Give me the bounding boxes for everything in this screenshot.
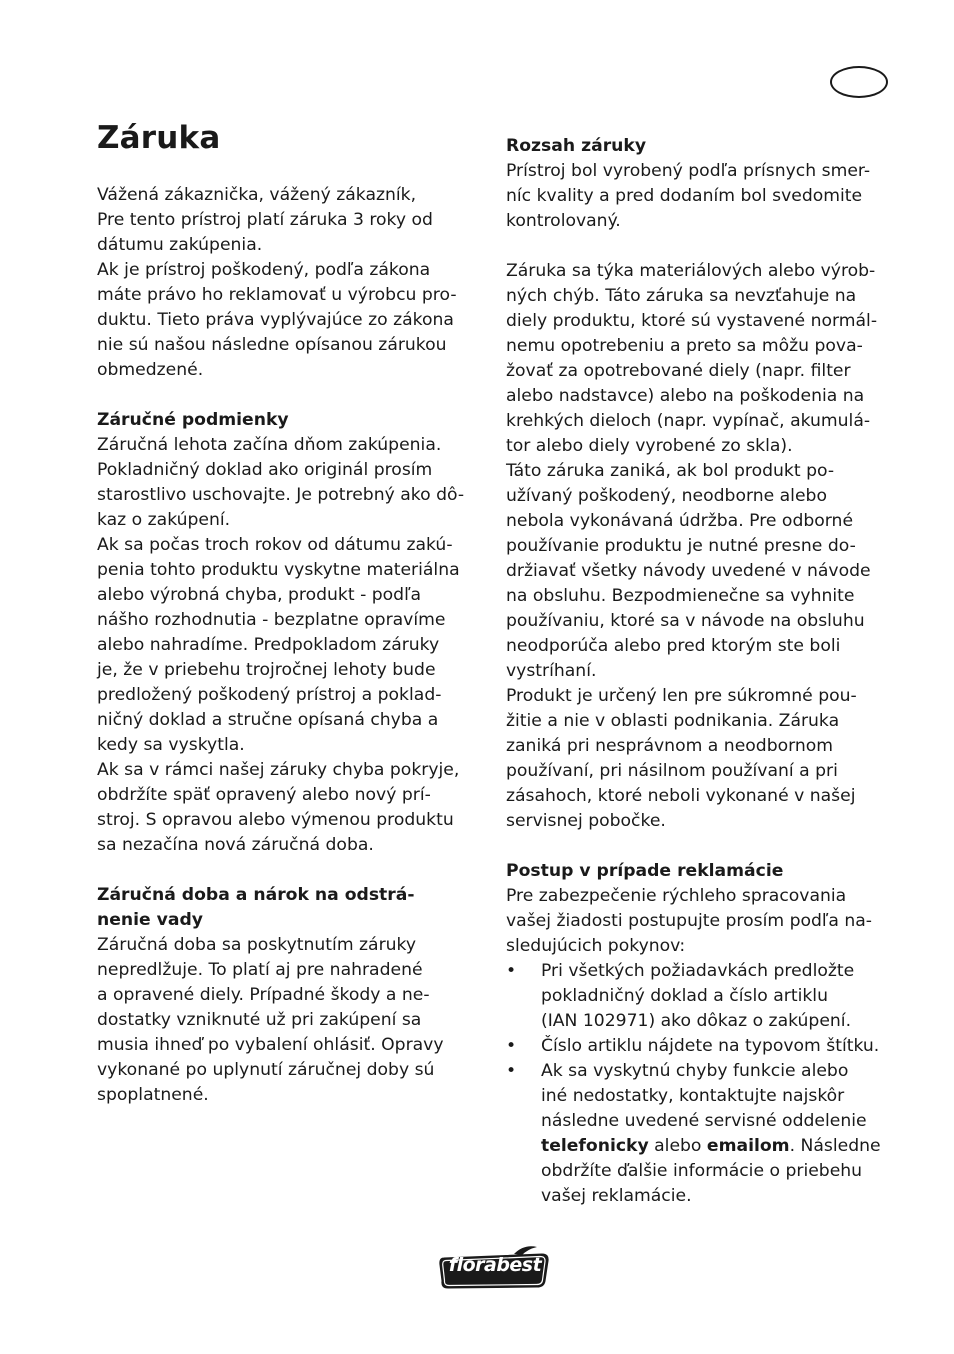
bullet-icon: • (506, 1061, 517, 1081)
text-line: vystríhaní. (506, 661, 597, 681)
text-line: Pre tento prístroj platí záruka 3 roky od (97, 210, 433, 230)
list-item (506, 1059, 891, 1209)
text-line: používanie produktu je nutné presne do- (506, 536, 856, 556)
text-line: Táto záruka zaniká, ak bol produkt po- (506, 461, 835, 481)
spacer (97, 858, 482, 883)
text-line: diely produktu, ktoré sú vystavené normál- (506, 311, 878, 331)
spacer (506, 234, 891, 259)
spacer (506, 834, 891, 859)
claim-intro-paragraph (506, 884, 891, 959)
period-paragraph (97, 933, 482, 1108)
text-line: alebo nahradíme. Predpokladom záruky (97, 635, 440, 655)
text-line: ničný doklad a stručne opísaná chyba a (97, 710, 439, 730)
conditions-paragraph (97, 433, 482, 858)
text-line: duktu. Tieto práva vyplývajúce zo zákona (97, 310, 454, 330)
heading-text: nenie vady (97, 910, 203, 930)
text-line: obdržíte ďalšie informácie o priebehu (541, 1161, 863, 1181)
text-line: užívaný poškodený, neodborne alebo (506, 486, 827, 506)
text-line: nemu opotrebeniu a preto sa môžu pova- (506, 336, 863, 356)
text-line: držiavať všetky návody uvedené v návode (506, 561, 871, 581)
text-line: (IAN 102971) ako dôkaz o zakúpení. (541, 1011, 852, 1031)
text-line: kaz o zakúpení. (97, 510, 231, 530)
text-line: a opravené diely. Prípadné škody a ne- (97, 985, 430, 1005)
text-line: je, že v priebehu trojročnej lehoty bude (97, 660, 436, 680)
text-line: Prístroj bol vyrobený podľa prísnych smer- (506, 161, 871, 181)
text-line: vašej žiadosti postupujte prosím podľa na- (506, 911, 872, 931)
text-line: alebo výrobná chyba, produkt - podľa (97, 585, 422, 605)
text-line: alebo nadstavce) alebo na poškodenia na (506, 386, 865, 406)
text-line: Ak sa počas troch rokov od dátumu zakú- (97, 535, 453, 555)
text-line: Pri všetkých požiadavkách predložte (541, 961, 855, 981)
text-line: nie sú našou následne opísanou zárukou (97, 335, 447, 355)
text-line: predložený poškodený prístroj a poklad- (97, 685, 442, 705)
text-line: Pre zabezpečenie rýchleho spracovania (506, 886, 847, 906)
text-line: neodporúča alebo pred ktorým ste boli (506, 636, 841, 656)
list-item (506, 1034, 891, 1059)
scope-paragraph-2 (506, 259, 891, 834)
text-line: používaní, pri násilnom používaní a pri (506, 761, 838, 781)
text-line: žitie a nie v oblasti podnikania. Záruka (506, 711, 840, 731)
text-line: vašej reklamácie. (541, 1186, 692, 1206)
text-line: spoplatnené. (97, 1085, 209, 1105)
text-line: Ak sa vyskytnú chyby funkcie alebo (541, 1061, 849, 1081)
bullet-icon: • (506, 1036, 517, 1056)
text-line: starostlivo uschovajte. Je potrebný ako dô- (97, 485, 465, 505)
section-heading-scope (506, 134, 891, 159)
text-line: tor alebo diely vyrobené zo skla). (506, 436, 793, 456)
text-line: máte právo ho reklamovať u výrobcu pro- (97, 285, 457, 305)
text-line: obdržíte späť opravený alebo nový prí- (97, 785, 431, 805)
connector-text: alebo (648, 1136, 707, 1156)
trailing-text: . Následne (789, 1136, 881, 1156)
text-line: Pokladničný doklad ako originál prosím (97, 460, 433, 480)
text-line: Ak je prístroj poškodený, podľa zákona (97, 260, 431, 280)
text-line: nášho rozhodnutia - bezplatne opravíme (97, 610, 446, 630)
claim-steps-list (506, 959, 891, 1209)
heading-text: Postup v prípade reklamácie (506, 861, 784, 881)
text-line: kontrolovaný. (506, 211, 621, 231)
section-heading-period (97, 883, 482, 933)
text-line: na obsluhu. Bezpodmienečne sa vyhnite (506, 586, 855, 606)
text-line: Záručná doba sa poskytnutím záruky (97, 935, 417, 955)
text-line: Ak sa v rámci našej záruky chyba pokryje, (97, 760, 460, 780)
text-line (541, 1134, 891, 1159)
heading-text: Rozsah záruky (506, 136, 647, 156)
text-line: následne uvedené servisné oddelenie (541, 1111, 867, 1131)
text-line: servisnej pobočke. (506, 811, 666, 831)
brand-logo-text: florabest (448, 1254, 542, 1276)
text-line: sledujúcich pokynov: (506, 936, 686, 956)
text-line: sa nezačína nová záručná doba. (97, 835, 374, 855)
text-line: používaniu, ktoré sa v návode na obsluhu (506, 611, 865, 631)
text-line: iné nedostatky, kontaktujte najskôr (541, 1086, 845, 1106)
text-line: pokladničný doklad a číslo artiklu (541, 986, 828, 1006)
text-line: Číslo artiklu nájdete na typovom štítku. (541, 1036, 880, 1056)
section-heading-conditions (97, 408, 482, 433)
language-badge (830, 66, 888, 98)
intro-paragraph (97, 183, 482, 383)
text-line: krehkých dieloch (napr. vypínač, akumulá- (506, 411, 871, 431)
text-line: Záruka sa týka materiálových alebo výrob- (506, 261, 876, 281)
text-line: obmedzené. (97, 360, 204, 380)
text-line: dostatky vzniknuté už pri zakúpení sa (97, 1010, 422, 1030)
page-title: Záruka (97, 120, 221, 156)
text-line: Vážená zákaznička, vážený zákazník, (97, 185, 417, 205)
text-line: zásahoch, ktoré neboli vykonané v našej (506, 786, 856, 806)
section-heading-claim (506, 859, 891, 884)
heading-text: Záručné podmienky (97, 410, 289, 430)
text-line: nepredlžuje. To platí aj pre nahradené (97, 960, 423, 980)
text-line: ných chýb. Táto záruka sa nevzťahuje na (506, 286, 857, 306)
phone-contact-text: telefonicky (541, 1136, 649, 1156)
brand-logo (438, 1244, 552, 1290)
text-line: nebola vykonávaná údržba. Pre odborné (506, 511, 854, 531)
list-item (506, 959, 891, 1034)
text-line: níc kvality a pred dodaním bol svedomite (506, 186, 863, 206)
text-line: musia ihneď po vybalení ohlásiť. Opravy (97, 1035, 444, 1055)
text-line: penia tohto produktu vyskytne materiálna (97, 560, 460, 580)
right-column (506, 134, 891, 1209)
text-line: vykonané po uplynutí záručnej doby sú (97, 1060, 435, 1080)
text-line: žovať za opotrebované diely (napr. filter (506, 361, 851, 381)
text-line: Produkt je určený len pre súkromné pou- (506, 686, 857, 706)
text-line: Záručná lehota začína dňom zakúpenia. (97, 435, 442, 455)
text-line: dátumu zakúpenia. (97, 235, 263, 255)
email-contact-text: emailom (706, 1136, 790, 1156)
spacer (97, 383, 482, 408)
left-column (97, 183, 482, 1108)
text-line: stroj. S opravou alebo výmenou produktu (97, 810, 454, 830)
text-line: zaniká pri nesprávnom a neodbornom (506, 736, 834, 756)
bullet-icon: • (506, 961, 517, 981)
text-line: kedy sa vyskytla. (97, 735, 245, 755)
scope-paragraph-1 (506, 159, 891, 234)
heading-text: Záručná doba a nárok na odstrá- (97, 885, 415, 905)
